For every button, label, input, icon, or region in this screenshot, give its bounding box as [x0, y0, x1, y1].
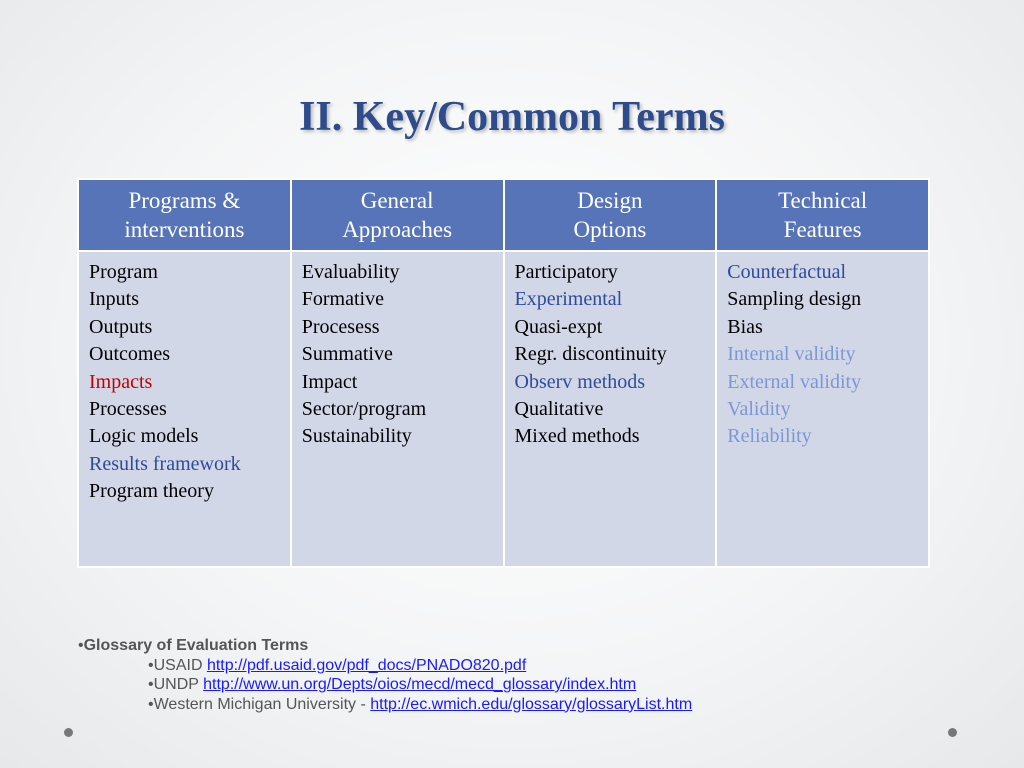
term-item: Qualitative — [514, 398, 604, 421]
glossary-source-undp — [78, 675, 692, 695]
source-label: USAID — [153, 656, 207, 674]
source-label: Western Michigan University - — [153, 695, 371, 713]
glossary-source-usaid — [78, 656, 692, 676]
header-line: Options — [573, 217, 647, 242]
glossary-heading — [78, 636, 692, 656]
term-item: Counterfactual — [727, 261, 847, 283]
term-item: Impact — [301, 370, 358, 393]
term-item: Processes — [89, 398, 167, 421]
term-item: Reliability — [727, 425, 812, 448]
corner-dot-right — [948, 728, 957, 737]
cell-general-approaches — [291, 251, 504, 567]
term-item: Experimental — [514, 288, 623, 311]
term-item: Participatory — [514, 261, 618, 283]
header-line: Technical — [778, 188, 868, 213]
term-item: Formative — [301, 288, 384, 311]
cell-design-options — [504, 251, 717, 567]
source-label: UNDP — [153, 676, 204, 693]
term-item: Inputs — [89, 288, 139, 311]
cell-programs-interventions — [78, 251, 291, 567]
glossary-source-wmich — [78, 695, 692, 715]
term-item: Outcomes — [89, 343, 171, 366]
term-item: Sampling design — [727, 288, 862, 311]
header-design-options — [504, 179, 717, 251]
term-item: Program — [89, 261, 158, 283]
term-item: Sustainability — [301, 425, 412, 448]
term-item: Regr. discontinuity — [514, 343, 667, 366]
term-item: Outputs — [89, 315, 153, 338]
term-item: Results framework — [89, 452, 241, 475]
term-item: Procesess — [301, 315, 380, 338]
corner-dot-left — [64, 728, 73, 737]
term-item: Bias — [727, 315, 763, 338]
header-line: Programs & — [128, 188, 241, 213]
bullet: • — [78, 637, 84, 654]
term-item: Sector/program — [301, 398, 427, 421]
source-link-undp[interactable]: http://www.un.org/Depts/oios/mecd/mecd_glossary/index.htm — [203, 676, 637, 693]
glossary-heading-text: Glossary of Evaluation Terms — [83, 637, 309, 654]
term-item: Logic models — [89, 425, 199, 448]
term-item: Impacts — [89, 370, 153, 393]
table-header-row — [78, 179, 929, 251]
header-line: Approaches — [342, 217, 453, 242]
source-link-wmich[interactable]: http://ec.wmich.edu/glossary/glossaryList.htm — [370, 695, 693, 713]
header-technical-features — [716, 179, 929, 251]
header-line: interventions — [124, 217, 245, 242]
term-item: Quasi-expt — [514, 315, 603, 338]
term-item: Summative — [301, 343, 393, 366]
slide-title: II. Key/Common Terms — [299, 94, 725, 140]
glossary-section — [78, 636, 692, 714]
term-item: External validity — [727, 370, 862, 393]
term-item: Internal validity — [727, 343, 856, 366]
bullet: • — [148, 695, 154, 713]
header-general-approaches — [291, 179, 504, 251]
cell-technical-features — [716, 251, 929, 567]
terms-table — [77, 178, 930, 568]
term-item: Evaluability — [301, 261, 400, 283]
bullet: • — [148, 656, 154, 674]
term-item: Validity — [727, 398, 791, 421]
header-line: General — [360, 188, 434, 213]
header-line: Features — [783, 217, 862, 242]
header-programs-interventions — [78, 179, 291, 251]
bullet: • — [148, 676, 154, 693]
source-link-usaid[interactable]: http://pdf.usaid.gov/pdf_docs/PNADO820.pdf — [206, 656, 527, 674]
term-item: Program theory — [89, 480, 214, 503]
header-line: Design — [577, 188, 643, 213]
table-body-row — [78, 251, 929, 567]
term-item: Mixed methods — [514, 425, 640, 448]
term-item: Observ methods — [514, 370, 646, 393]
